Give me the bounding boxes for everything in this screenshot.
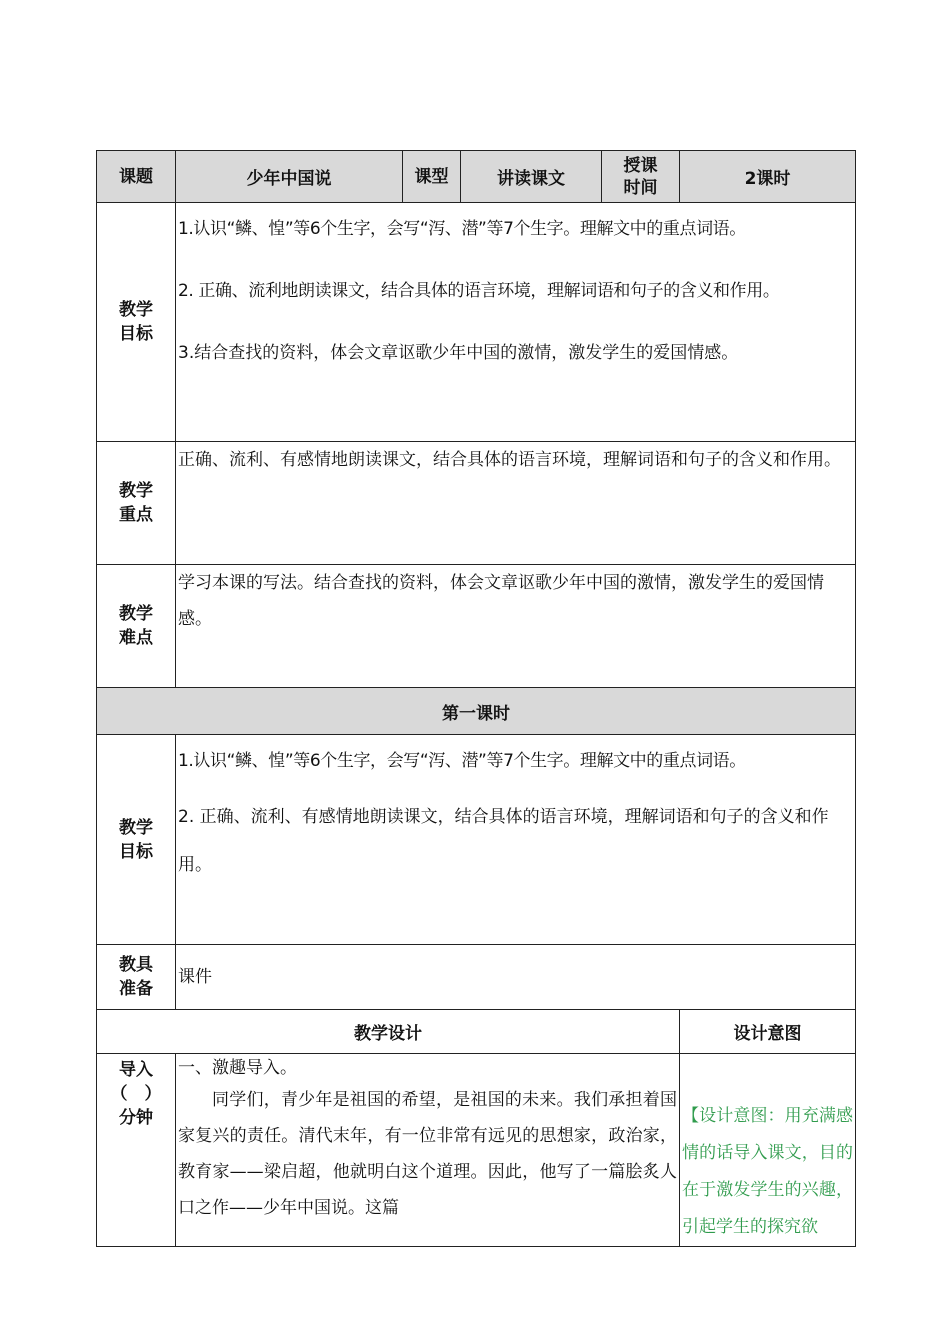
intro-label: 导入 （ ） 分钟 [97, 1054, 176, 1247]
lesson1-goals-label: 教学 目标 [97, 735, 176, 945]
intent-header: 设计意图 [680, 1010, 856, 1054]
topic-label: 课题 [97, 151, 176, 203]
intro-text: 同学们，青少年是祖国的希望，是祖国的未来。我们承担着国家复兴的责任。清代末年，有一位非常有远见的思想家，政治家，教育家——梁启超，他就明白这个道理。因此，他写了一篇脍炙人口之作——少年中国说。这篇 [178, 1090, 677, 1218]
key-points-row [97, 442, 856, 565]
tools-label: 教具 准备 [97, 945, 176, 1010]
tools-value: 课件 [176, 945, 856, 1010]
topic-value: 少年中国说 [176, 151, 403, 203]
overall-goals-cell [176, 203, 856, 442]
overall-goal-3: 3.结合查找的资料，体会文章讴歌少年中国的激情，激发学生的爱国情感。 [178, 343, 739, 363]
intent-text: 【设计意图：用充满感情的话导入课文，目的在于激发学生的兴趣，引起学生的探究欲 [680, 1054, 856, 1247]
lesson1-title: 第一课时 [97, 688, 856, 735]
difficulty-label: 教学 难点 [97, 565, 176, 688]
lesson1-goals-cell [176, 735, 856, 945]
header-row [97, 151, 856, 203]
type-label: 课型 [403, 151, 461, 203]
difficulty-text: 学习本课的写法。结合查找的资料，体会文章讴歌少年中国的激情，激发学生的爱国情感。 [176, 565, 856, 688]
time-value: 2课时 [680, 151, 856, 203]
overall-goals-row [97, 203, 856, 442]
lesson-plan-table [96, 150, 856, 1247]
design-header-row [97, 1010, 856, 1054]
lesson1-title-row [97, 688, 856, 735]
intro-heading: 一、激趣导入。 [178, 1058, 297, 1078]
intro-content [176, 1054, 680, 1247]
time-label: 授课 时间 [602, 151, 680, 203]
design-header: 教学设计 [97, 1010, 680, 1054]
difficulty-row [97, 565, 856, 688]
key-points-text: 正确、流利、有感情地朗读课文，结合具体的语言环境，理解词语和句子的含义和作用。 [176, 442, 856, 565]
intro-row [97, 1054, 856, 1247]
overall-goal-1: 1.认识“鳞、惶”等6个生字，会写“泻、潜”等7个生字。理解文中的重点词语。 [178, 219, 746, 239]
tools-row [97, 945, 856, 1010]
lesson1-goal-1: 1.认识“鳞、惶”等6个生字，会写“泻、潜”等7个生字。理解文中的重点词语。 [178, 751, 746, 771]
type-value: 讲读课文 [461, 151, 602, 203]
overall-goal-2: 2. 正确、流利地朗读课文，结合具体的语言环境，理解词语和句子的含义和作用。 [178, 281, 780, 301]
lesson1-goal-2: 2. 正确、流利、有感情地朗读课文，结合具体的语言环境，理解词语和句子的含义和作用。 [178, 807, 829, 875]
overall-goals-label: 教学 目标 [97, 203, 176, 442]
key-points-label: 教学 重点 [97, 442, 176, 565]
lesson1-goals-row [97, 735, 856, 945]
lesson-plan [96, 150, 855, 1247]
